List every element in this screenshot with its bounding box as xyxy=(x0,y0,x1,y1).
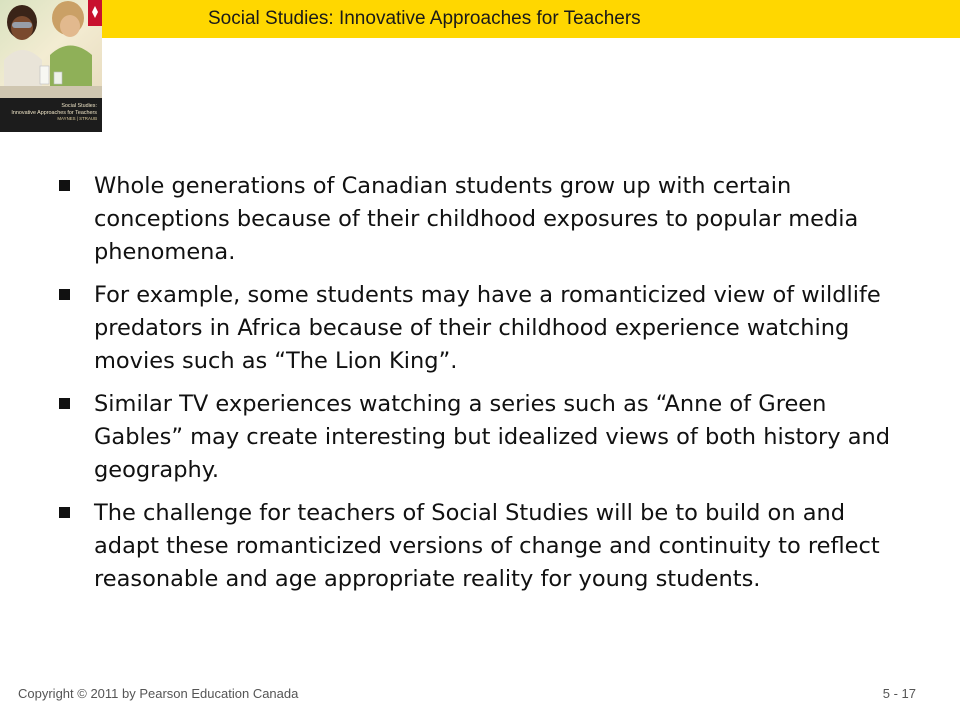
slide-page-number: 5 - 17 xyxy=(882,686,916,701)
bullet-item xyxy=(56,388,916,487)
bullet-item xyxy=(56,170,916,269)
cover-title-line-1: Social Studies: xyxy=(61,103,97,109)
square-bullet-icon xyxy=(59,289,70,300)
square-bullet-icon xyxy=(59,507,70,518)
bullet-text: For example, some students may have a romanticized view of wildlife predators in Africa because of their childhood experience watching movies such as “The Lion King”. xyxy=(94,282,881,374)
cover-caption xyxy=(0,98,102,132)
book-cover-thumbnail xyxy=(0,0,102,132)
bullet-list xyxy=(56,170,916,606)
bullet-text: Whole generations of Canadian students grow up with certain conceptions because of their childhood exposures to popular media phenomena. xyxy=(94,173,859,265)
cover-authors: MAYNES | STRAUB xyxy=(57,116,97,122)
bullet-text: Similar TV experiences watching a series such as “Anne of Green Gables” may create interesting but idealized views of both history and geography. xyxy=(94,391,891,483)
square-bullet-icon xyxy=(59,180,70,191)
cover-title-line-2: Innovative Approaches for Teachers xyxy=(11,109,97,116)
footer-copyright: Copyright © 2011 by Pearson Education Canada xyxy=(18,686,299,701)
bullet-item xyxy=(56,497,916,596)
bullet-text: The challenge for teachers of Social Studies will be to build on and adapt these romanticized versions of change and continuity to reflect reasonable and age appropriate reality for young students. xyxy=(94,500,880,592)
bullet-item xyxy=(56,279,916,378)
slide-header-title: Social Studies: Innovative Approaches for Teachers xyxy=(208,8,641,29)
square-bullet-icon xyxy=(59,398,70,409)
cover-photo-image xyxy=(0,0,102,98)
